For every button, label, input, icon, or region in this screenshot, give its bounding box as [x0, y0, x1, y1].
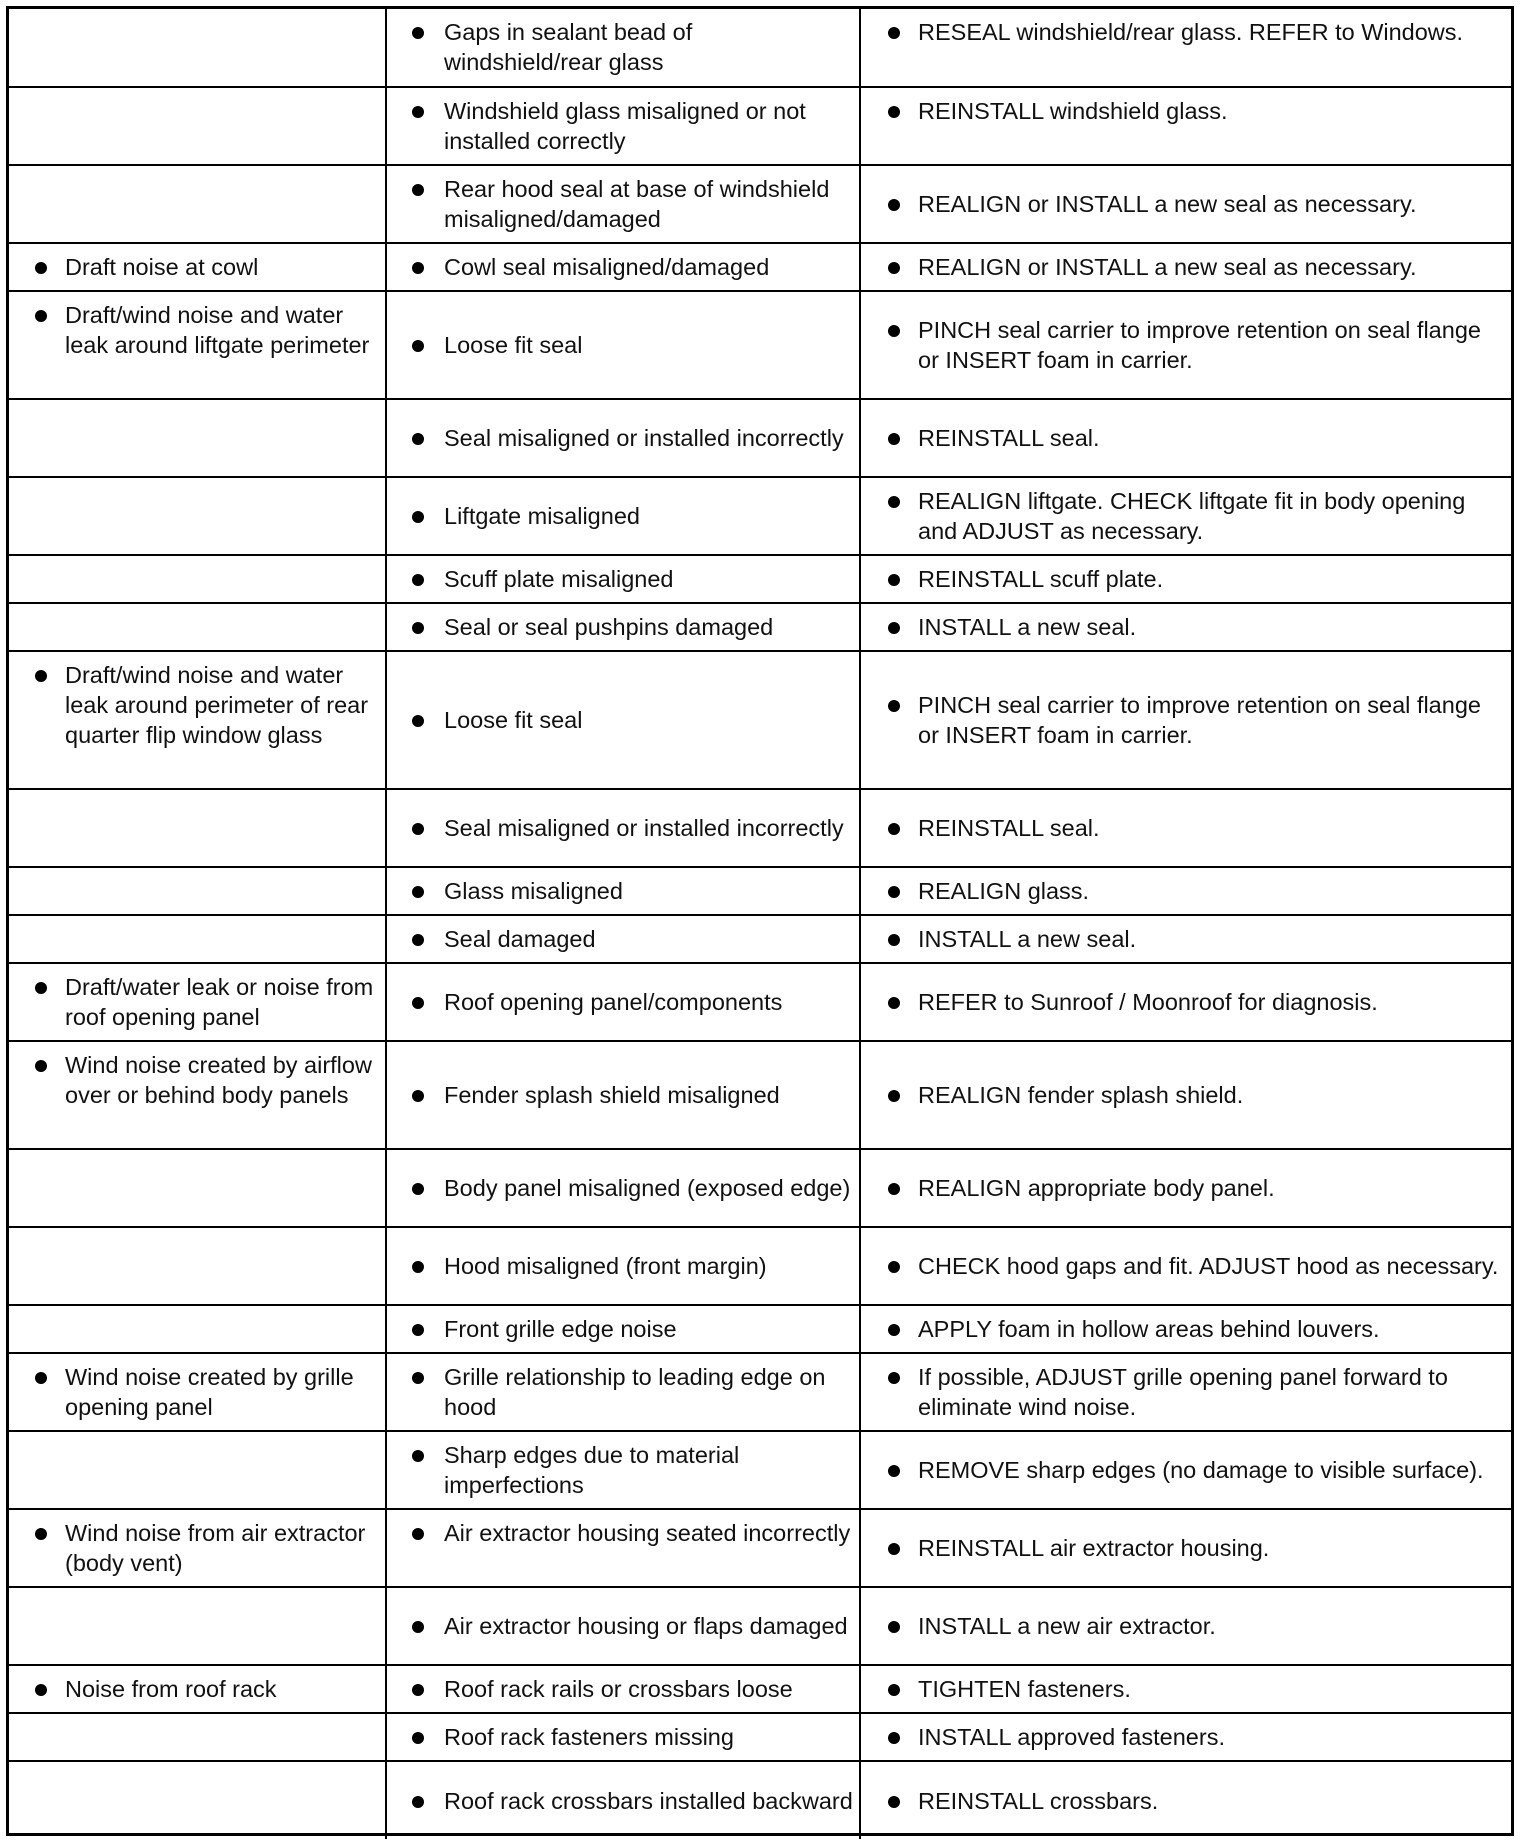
- symptom-cell: [9, 87, 386, 165]
- symptom-text: Draft/wind noise and water leak around liftgate perimeter: [65, 302, 370, 358]
- symptom-cell: [9, 9, 386, 87]
- action-cell: [860, 915, 1511, 963]
- bullet-icon: [412, 184, 424, 196]
- bullet-icon: [412, 1450, 424, 1462]
- symptom-cell: [9, 915, 386, 963]
- cause-cell: [386, 789, 860, 867]
- table-row: [9, 291, 1511, 399]
- bullet-icon: [888, 496, 900, 508]
- table-row: [9, 603, 1511, 651]
- bullet-icon: [35, 262, 47, 274]
- diagnosis-table-sheet: [6, 6, 1514, 1836]
- cause-text: Windshield glass misaligned or not installed correctly: [444, 98, 806, 154]
- action-text: REINSTALL seal.: [918, 425, 1100, 451]
- action-text: REALIGN appropriate body panel.: [918, 1175, 1275, 1201]
- action-cell: [860, 87, 1511, 165]
- symptom-cell: [9, 165, 386, 243]
- action-cell: [860, 399, 1511, 477]
- table-row: [9, 915, 1511, 963]
- table-row: [9, 399, 1511, 477]
- cause-text: Hood misaligned (front margin): [444, 1253, 767, 1279]
- symptom-cell: [9, 1713, 386, 1761]
- cause-text: Body panel misaligned (exposed edge): [444, 1175, 851, 1201]
- bullet-icon: [35, 310, 47, 322]
- action-text: REALIGN or INSTALL a new seal as necessary.: [918, 191, 1417, 217]
- cause-text: Roof rack rails or crossbars loose: [444, 1676, 793, 1702]
- symptom-text: Wind noise created by airflow over or behind body panels: [65, 1052, 372, 1108]
- action-cell: [860, 1431, 1511, 1509]
- bullet-icon: [412, 823, 424, 835]
- bullet-icon: [888, 574, 900, 586]
- action-cell: [860, 165, 1511, 243]
- bullet-icon: [412, 1090, 424, 1102]
- bullet-icon: [412, 715, 424, 727]
- cause-text: Seal misaligned or installed incorrectly: [444, 815, 844, 841]
- bullet-icon: [888, 1732, 900, 1744]
- cause-cell: [386, 1509, 860, 1587]
- symptom-cell: [9, 867, 386, 915]
- table-row: [9, 87, 1511, 165]
- bullet-icon: [888, 199, 900, 211]
- table-row: [9, 9, 1511, 87]
- bullet-icon: [888, 1465, 900, 1477]
- bullet-icon: [35, 670, 47, 682]
- bullet-icon: [888, 823, 900, 835]
- cause-cell: [386, 291, 860, 399]
- action-text: REMOVE sharp edges (no damage to visible surface).: [918, 1457, 1484, 1483]
- table-row: [9, 1431, 1511, 1509]
- cause-cell: [386, 1227, 860, 1305]
- bullet-icon: [888, 934, 900, 946]
- table-row: [9, 963, 1511, 1041]
- action-cell: [860, 1509, 1511, 1587]
- table-row: [9, 1713, 1511, 1761]
- cause-cell: [386, 915, 860, 963]
- bullet-icon: [412, 886, 424, 898]
- table-row: [9, 1761, 1511, 1839]
- table-row: [9, 1509, 1511, 1587]
- action-text: TIGHTEN fasteners.: [918, 1676, 1131, 1702]
- cause-text: Seal damaged: [444, 926, 596, 952]
- cause-text: Air extractor housing or flaps damaged: [444, 1613, 848, 1639]
- action-text: REALIGN fender splash shield.: [918, 1082, 1244, 1108]
- symptom-cell: [9, 789, 386, 867]
- bullet-icon: [412, 262, 424, 274]
- action-text: PINCH seal carrier to improve retention on seal flange or INSERT foam in carrier.: [918, 317, 1481, 373]
- symptom-cell: [9, 555, 386, 603]
- symptom-text: Noise from roof rack: [65, 1676, 277, 1702]
- bullet-icon: [412, 1796, 424, 1808]
- table-row: [9, 651, 1511, 789]
- cause-text: Fender splash shield misaligned: [444, 1082, 780, 1108]
- action-text: REALIGN or INSTALL a new seal as necessary.: [918, 254, 1417, 280]
- symptom-cell: [9, 1665, 386, 1713]
- bullet-icon: [888, 27, 900, 39]
- action-cell: [860, 9, 1511, 87]
- action-text: CHECK hood gaps and fit. ADJUST hood as necessary.: [918, 1253, 1499, 1279]
- cause-cell: [386, 399, 860, 477]
- action-cell: [860, 1149, 1511, 1227]
- symptom-cell: [9, 1227, 386, 1305]
- action-cell: [860, 1713, 1511, 1761]
- cause-text: Roof rack fasteners missing: [444, 1724, 734, 1750]
- bullet-icon: [888, 1090, 900, 1102]
- bullet-icon: [888, 1183, 900, 1195]
- action-cell: [860, 963, 1511, 1041]
- table-row: [9, 1227, 1511, 1305]
- cause-cell: [386, 165, 860, 243]
- bullet-icon: [412, 433, 424, 445]
- table-row: [9, 1305, 1511, 1353]
- action-cell: [860, 1305, 1511, 1353]
- action-text: REINSTALL windshield glass.: [918, 98, 1228, 124]
- bullet-icon: [412, 511, 424, 523]
- symptom-cell: [9, 1587, 386, 1665]
- bullet-icon: [888, 1324, 900, 1336]
- action-cell: [860, 1587, 1511, 1665]
- symptom-text: Wind noise created by grille opening panel: [65, 1364, 354, 1420]
- bullet-icon: [412, 997, 424, 1009]
- cause-text: Cowl seal misaligned/damaged: [444, 254, 770, 280]
- symptom-cell: [9, 477, 386, 555]
- bullet-icon: [888, 1372, 900, 1384]
- bullet-icon: [888, 1684, 900, 1696]
- cause-cell: [386, 1041, 860, 1149]
- cause-text: Seal misaligned or installed incorrectly: [444, 425, 844, 451]
- bullet-icon: [412, 106, 424, 118]
- action-text: REINSTALL crossbars.: [918, 1787, 1159, 1814]
- bullet-icon: [412, 622, 424, 634]
- action-cell: [860, 243, 1511, 291]
- bullet-icon: [412, 1732, 424, 1744]
- cause-cell: [386, 87, 860, 165]
- bullet-icon: [412, 1528, 424, 1540]
- symptom-text: Wind noise from air extractor (body vent): [65, 1520, 366, 1576]
- bullet-icon: [412, 1324, 424, 1336]
- cause-text: Roof rack crossbars installed backward: [444, 1787, 853, 1814]
- bullet-icon: [888, 700, 900, 712]
- bullet-icon: [888, 622, 900, 634]
- action-text: REALIGN glass.: [918, 878, 1090, 904]
- diagnosis-table-body: [9, 9, 1511, 1839]
- cause-cell: [386, 1431, 860, 1509]
- cause-text: Front grille edge noise: [444, 1316, 677, 1342]
- cause-cell: [386, 867, 860, 915]
- action-text: RESEAL windshield/rear glass. REFER to Windows.: [918, 19, 1464, 45]
- cause-text: Air extractor housing seated incorrectly: [444, 1520, 851, 1546]
- action-cell: [860, 555, 1511, 603]
- bullet-icon: [888, 325, 900, 337]
- action-text: INSTALL a new seal.: [918, 926, 1137, 952]
- cause-cell: [386, 1713, 860, 1761]
- bullet-icon: [888, 886, 900, 898]
- cause-text: Scuff plate misaligned: [444, 566, 674, 592]
- cause-cell: [386, 1353, 860, 1431]
- cause-text: Roof opening panel/components: [444, 989, 783, 1015]
- cause-text: Liftgate misaligned: [444, 503, 640, 529]
- bullet-icon: [888, 433, 900, 445]
- table-row: [9, 789, 1511, 867]
- bullet-icon: [412, 574, 424, 586]
- table-row: [9, 165, 1511, 243]
- bullet-icon: [35, 1528, 47, 1540]
- action-text: PINCH seal carrier to improve retention on seal flange or INSERT foam in carrier.: [918, 692, 1481, 748]
- action-cell: [860, 1041, 1511, 1149]
- cause-cell: [386, 9, 860, 87]
- cause-text: Loose fit seal: [444, 707, 583, 733]
- action-text: REINSTALL seal.: [918, 815, 1100, 841]
- cause-cell: [386, 603, 860, 651]
- cause-cell: [386, 477, 860, 555]
- symptom-cell: [9, 243, 386, 291]
- cause-text: Gaps in sealant bead of windshield/rear glass: [444, 19, 693, 75]
- bullet-icon: [412, 27, 424, 39]
- symptom-cell: [9, 1509, 386, 1587]
- symptom-cell: [9, 1353, 386, 1431]
- table-row: [9, 867, 1511, 915]
- symptom-cell: [9, 1041, 386, 1149]
- symptom-text: Draft/wind noise and water leak around perimeter of rear quarter flip window glass: [65, 662, 369, 748]
- table-row: [9, 555, 1511, 603]
- cause-text: Loose fit seal: [444, 332, 583, 358]
- bullet-icon: [412, 340, 424, 352]
- action-text: APPLY foam in hollow areas behind louvers.: [918, 1316, 1380, 1342]
- cause-cell: [386, 1761, 860, 1839]
- cause-text: Glass misaligned: [444, 878, 623, 904]
- symptom-text: Draft noise at cowl: [65, 254, 259, 280]
- bullet-icon: [35, 1372, 47, 1384]
- action-cell: [860, 603, 1511, 651]
- bullet-icon: [412, 1621, 424, 1633]
- action-cell: [860, 1761, 1511, 1839]
- bullet-icon: [412, 934, 424, 946]
- symptom-cell: [9, 963, 386, 1041]
- symptom-cell: [9, 1431, 386, 1509]
- cause-cell: [386, 243, 860, 291]
- bullet-icon: [888, 106, 900, 118]
- symptom-cell: [9, 651, 386, 789]
- bullet-icon: [888, 997, 900, 1009]
- action-text: REINSTALL air extractor housing.: [918, 1535, 1270, 1561]
- cause-text: Rear hood seal at base of windshield misaligned/damaged: [444, 176, 830, 232]
- action-cell: [860, 1665, 1511, 1713]
- action-cell: [860, 1353, 1511, 1431]
- action-text: REALIGN liftgate. CHECK liftgate fit in body opening and ADJUST as necessary.: [918, 488, 1466, 544]
- bullet-icon: [412, 1684, 424, 1696]
- table-row: [9, 1149, 1511, 1227]
- cause-cell: [386, 555, 860, 603]
- bullet-icon: [35, 982, 47, 994]
- action-cell: [860, 291, 1511, 399]
- action-text: INSTALL a new seal.: [918, 614, 1137, 640]
- cause-cell: [386, 1305, 860, 1353]
- action-cell: [860, 789, 1511, 867]
- bullet-icon: [412, 1372, 424, 1384]
- cause-cell: [386, 963, 860, 1041]
- action-cell: [860, 477, 1511, 555]
- action-text: INSTALL a new air extractor.: [918, 1613, 1216, 1639]
- diagnosis-table: [9, 9, 1511, 1839]
- bullet-icon: [888, 1621, 900, 1633]
- symptom-cell: [9, 1761, 386, 1839]
- symptom-text: Draft/water leak or noise from roof opening panel: [65, 974, 374, 1030]
- action-text: REFER to Sunroof / Moonroof for diagnosis.: [918, 989, 1378, 1015]
- table-row: [9, 1587, 1511, 1665]
- symptom-cell: [9, 399, 386, 477]
- symptom-cell: [9, 1149, 386, 1227]
- cause-cell: [386, 1587, 860, 1665]
- bullet-icon: [412, 1261, 424, 1273]
- bullet-icon: [888, 1261, 900, 1273]
- cause-text: Seal or seal pushpins damaged: [444, 614, 774, 640]
- action-cell: [860, 1227, 1511, 1305]
- action-text: INSTALL approved fasteners.: [918, 1724, 1225, 1750]
- bullet-icon: [888, 1543, 900, 1555]
- bullet-icon: [412, 1183, 424, 1195]
- cause-text: Grille relationship to leading edge on hood: [444, 1364, 826, 1420]
- bullet-icon: [35, 1684, 47, 1696]
- bullet-icon: [35, 1060, 47, 1072]
- table-row: [9, 243, 1511, 291]
- action-text: If possible, ADJUST grille opening panel forward to eliminate wind noise.: [918, 1364, 1448, 1420]
- action-cell: [860, 651, 1511, 789]
- cause-cell: [386, 1149, 860, 1227]
- action-text: REINSTALL scuff plate.: [918, 566, 1164, 592]
- cause-cell: [386, 651, 860, 789]
- symptom-cell: [9, 1305, 386, 1353]
- symptom-cell: [9, 291, 386, 399]
- cause-cell: [386, 1665, 860, 1713]
- bullet-icon: [888, 1796, 900, 1808]
- action-cell: [860, 867, 1511, 915]
- table-row: [9, 1041, 1511, 1149]
- bullet-icon: [888, 262, 900, 274]
- cause-text: Sharp edges due to material imperfections: [444, 1442, 740, 1498]
- symptom-cell: [9, 603, 386, 651]
- table-row: [9, 1353, 1511, 1431]
- table-row: [9, 477, 1511, 555]
- table-row: [9, 1665, 1511, 1713]
